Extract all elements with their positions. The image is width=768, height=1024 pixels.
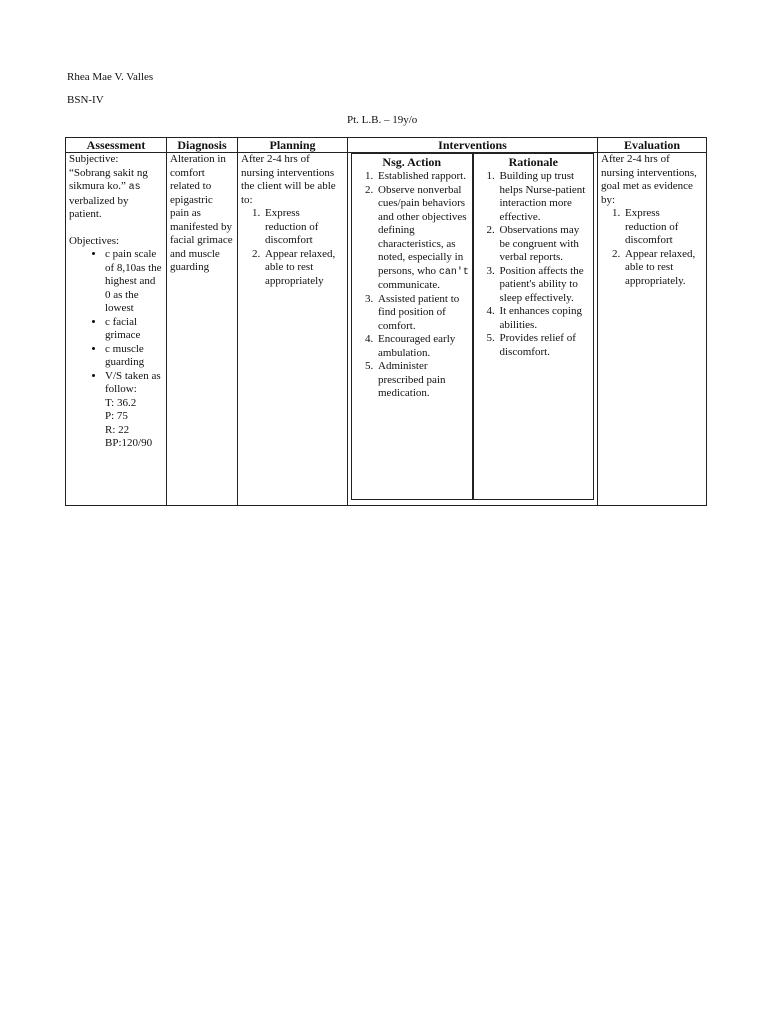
assessment-cell	[66, 153, 167, 506]
evaluation-outcome: 1. Express reduction of discomfort	[623, 207, 703, 248]
col-header-evaluation: Evaluation	[598, 138, 707, 153]
rationale-cell	[473, 170, 594, 499]
planning-goal: 1. Express reduction of discomfort	[263, 207, 344, 248]
rationale-item: 2. Observations may be congruent with verbal reports.	[498, 224, 592, 265]
objectives-label: Objectives:	[69, 234, 120, 247]
subjective-as: as	[128, 182, 141, 193]
objective-item: • c pain scale of 8,10as the highest and 0 as the lowest	[105, 248, 163, 316]
nsg-action-2-cant: can't	[438, 266, 469, 278]
nsg-action-item	[376, 184, 470, 293]
vital-pulse: P: 75	[105, 410, 128, 422]
evaluation-intro: After 2-4 hrs of nursing interventions, goal met as evidence by:	[601, 153, 697, 206]
interventions-table	[351, 153, 594, 500]
rationale-item: 1. Building up trust helps Nurse-patient interaction more effective.	[498, 170, 592, 224]
nsg-action-list	[354, 170, 470, 401]
planning-cell	[238, 153, 348, 506]
col-header-assessment: Assessment	[66, 138, 167, 153]
nsg-action-2-tail: communicate.	[378, 279, 441, 291]
objective-item: • c muscle guarding	[105, 343, 163, 370]
evaluation-outcome: 2. Appear relaxed, able to rest appropriately.	[623, 248, 703, 289]
col-header-rationale: Rationale	[473, 154, 594, 170]
interventions-cell	[348, 153, 598, 506]
student-name: Rhea Mae V. Valles	[67, 71, 154, 83]
objective-item: • c facial grimace	[105, 316, 163, 343]
course-level: BSN-IV	[67, 94, 104, 106]
objective-item	[105, 370, 163, 451]
objectives-list	[69, 248, 163, 451]
rationale-item: 5. Provides relief of discomfort.	[498, 332, 592, 359]
nsg-action-item: 4. Encouraged early ambulation.	[376, 333, 470, 360]
col-header-interventions: Interventions	[348, 138, 598, 153]
col-header-planning: Planning	[238, 138, 348, 153]
rationale-item: 3. Position affects the patient's ability to sleep effectively.	[498, 265, 592, 306]
col-header-diagnosis: Diagnosis	[167, 138, 238, 153]
planning-intro: After 2-4 hrs of nursing interventions the client will be able to:	[241, 153, 336, 206]
evaluation-outcomes	[601, 207, 703, 288]
rationale-item: 4. It enhances coping abilities.	[498, 305, 592, 332]
rationale-list	[476, 170, 592, 359]
patient-info: Pt. L.B. – 19y/o	[347, 114, 418, 126]
vital-resp: R: 22	[105, 423, 130, 436]
col-header-nsg-action: Nsg. Action	[352, 154, 473, 170]
diagnosis-text: Alteration in comfort related to epigastric pain as manifested by facial grimace and muscle guarding	[170, 153, 233, 273]
diagnosis-cell	[167, 153, 238, 506]
nsg-action-cell	[352, 170, 473, 499]
nsg-action-2-text: Observe nonverbal cues/pain behaviors and other objectives defining characteristics, as noted, especially in persons, who	[378, 183, 467, 277]
objective-vitals-label: V/S taken as follow:	[105, 369, 161, 395]
vital-temp: T: 36.2	[105, 396, 137, 409]
nursing-care-plan-table	[65, 137, 707, 506]
subjective-statement	[69, 167, 163, 222]
subjective-tail: verbalized by patient.	[69, 194, 129, 220]
subjective-quote: “Sobrang sakit ng sikmura ko.”	[69, 166, 148, 192]
vital-bp: BP:120/90	[105, 437, 153, 449]
nsg-action-item: 1. Established rapport.	[376, 170, 470, 184]
evaluation-cell	[598, 153, 707, 506]
nsg-action-item: 5. Administer prescribed pain medication.	[376, 360, 470, 401]
nsg-action-item: 3. Assisted patient to find position of comfort.	[376, 293, 470, 334]
planning-goals	[241, 207, 344, 288]
subjective-label: Subjective:	[69, 153, 119, 165]
planning-goal: 2. Appear relaxed, able to rest appropriately	[263, 248, 344, 289]
